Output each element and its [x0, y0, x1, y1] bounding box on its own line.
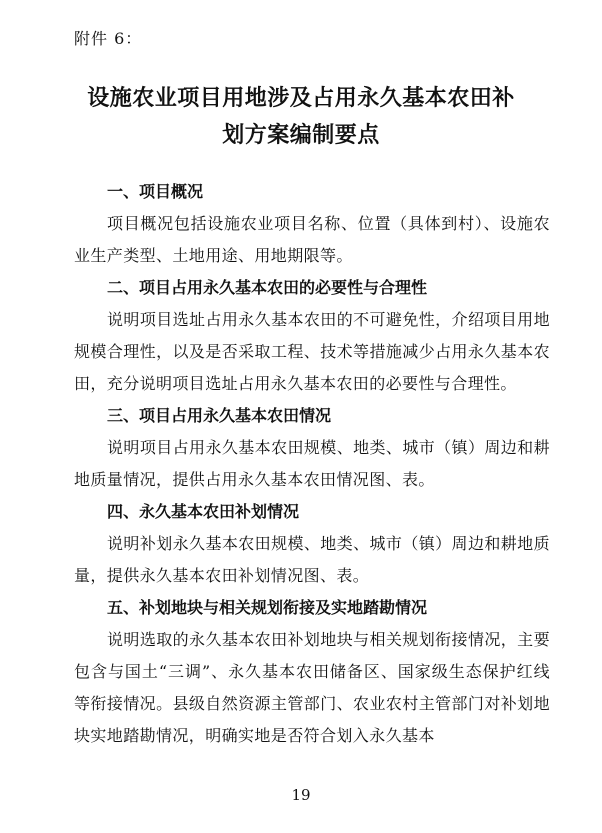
section-paragraph-1: 项目概况包括设施农业项目名称、位置（具体到村）、设施农业生产类型、土地用途、用地期限等。 — [74, 214, 550, 265]
title-line-1: 设施农业项目用地涉及占用永久基本农田补 — [87, 85, 515, 111]
section-paragraph-2: 说明项目选址占用永久基本农田的不可避免性，介绍项目用地规模合理性，以及是否采取工程、技术等措施减少占用永久基本农田，充分说明项目选址占用永久基本农田的必要性与合理性。 — [74, 310, 550, 393]
page-number: 19 — [291, 786, 311, 804]
section-heading-3: 三、项目占用永久基本农田情况 — [107, 406, 332, 425]
section-heading-1: 一、项目概况 — [107, 182, 204, 201]
section-paragraph-5: 说明选取的永久基本农田补划地块与相关规划衔接情况，主要包含与国土“三调”、永久基本农田储备区、国家级生态保护红线等衔接情况。县级自然资源主管部门、农业农村主管部门对补划地块实地踏勘情况，明确实地是否符合划入永久基本 — [74, 630, 550, 745]
section-heading-2: 二、项目占用永久基本农田的必要性与合理性 — [107, 278, 428, 297]
appendix-label: 附件 6： — [74, 29, 143, 48]
document-title — [56, 80, 546, 154]
title-line-2: 划方案编制要点 — [222, 122, 380, 148]
section-heading-5: 五、补划地块与相关规划衔接及实地踏勘情况 — [107, 598, 428, 617]
section-paragraph-4: 说明补划永久基本农田规模、地类、城市（镇）周边和耕地质量，提供永久基本农田补划情况图、表。 — [74, 534, 550, 585]
section-heading-4: 四、永久基本农田补划情况 — [107, 502, 300, 521]
section-paragraph-3: 说明项目占用永久基本农田规模、地类、城市（镇）周边和耕地质量情况，提供占用永久基本农田情况图、表。 — [74, 438, 550, 489]
document-body — [74, 176, 550, 752]
